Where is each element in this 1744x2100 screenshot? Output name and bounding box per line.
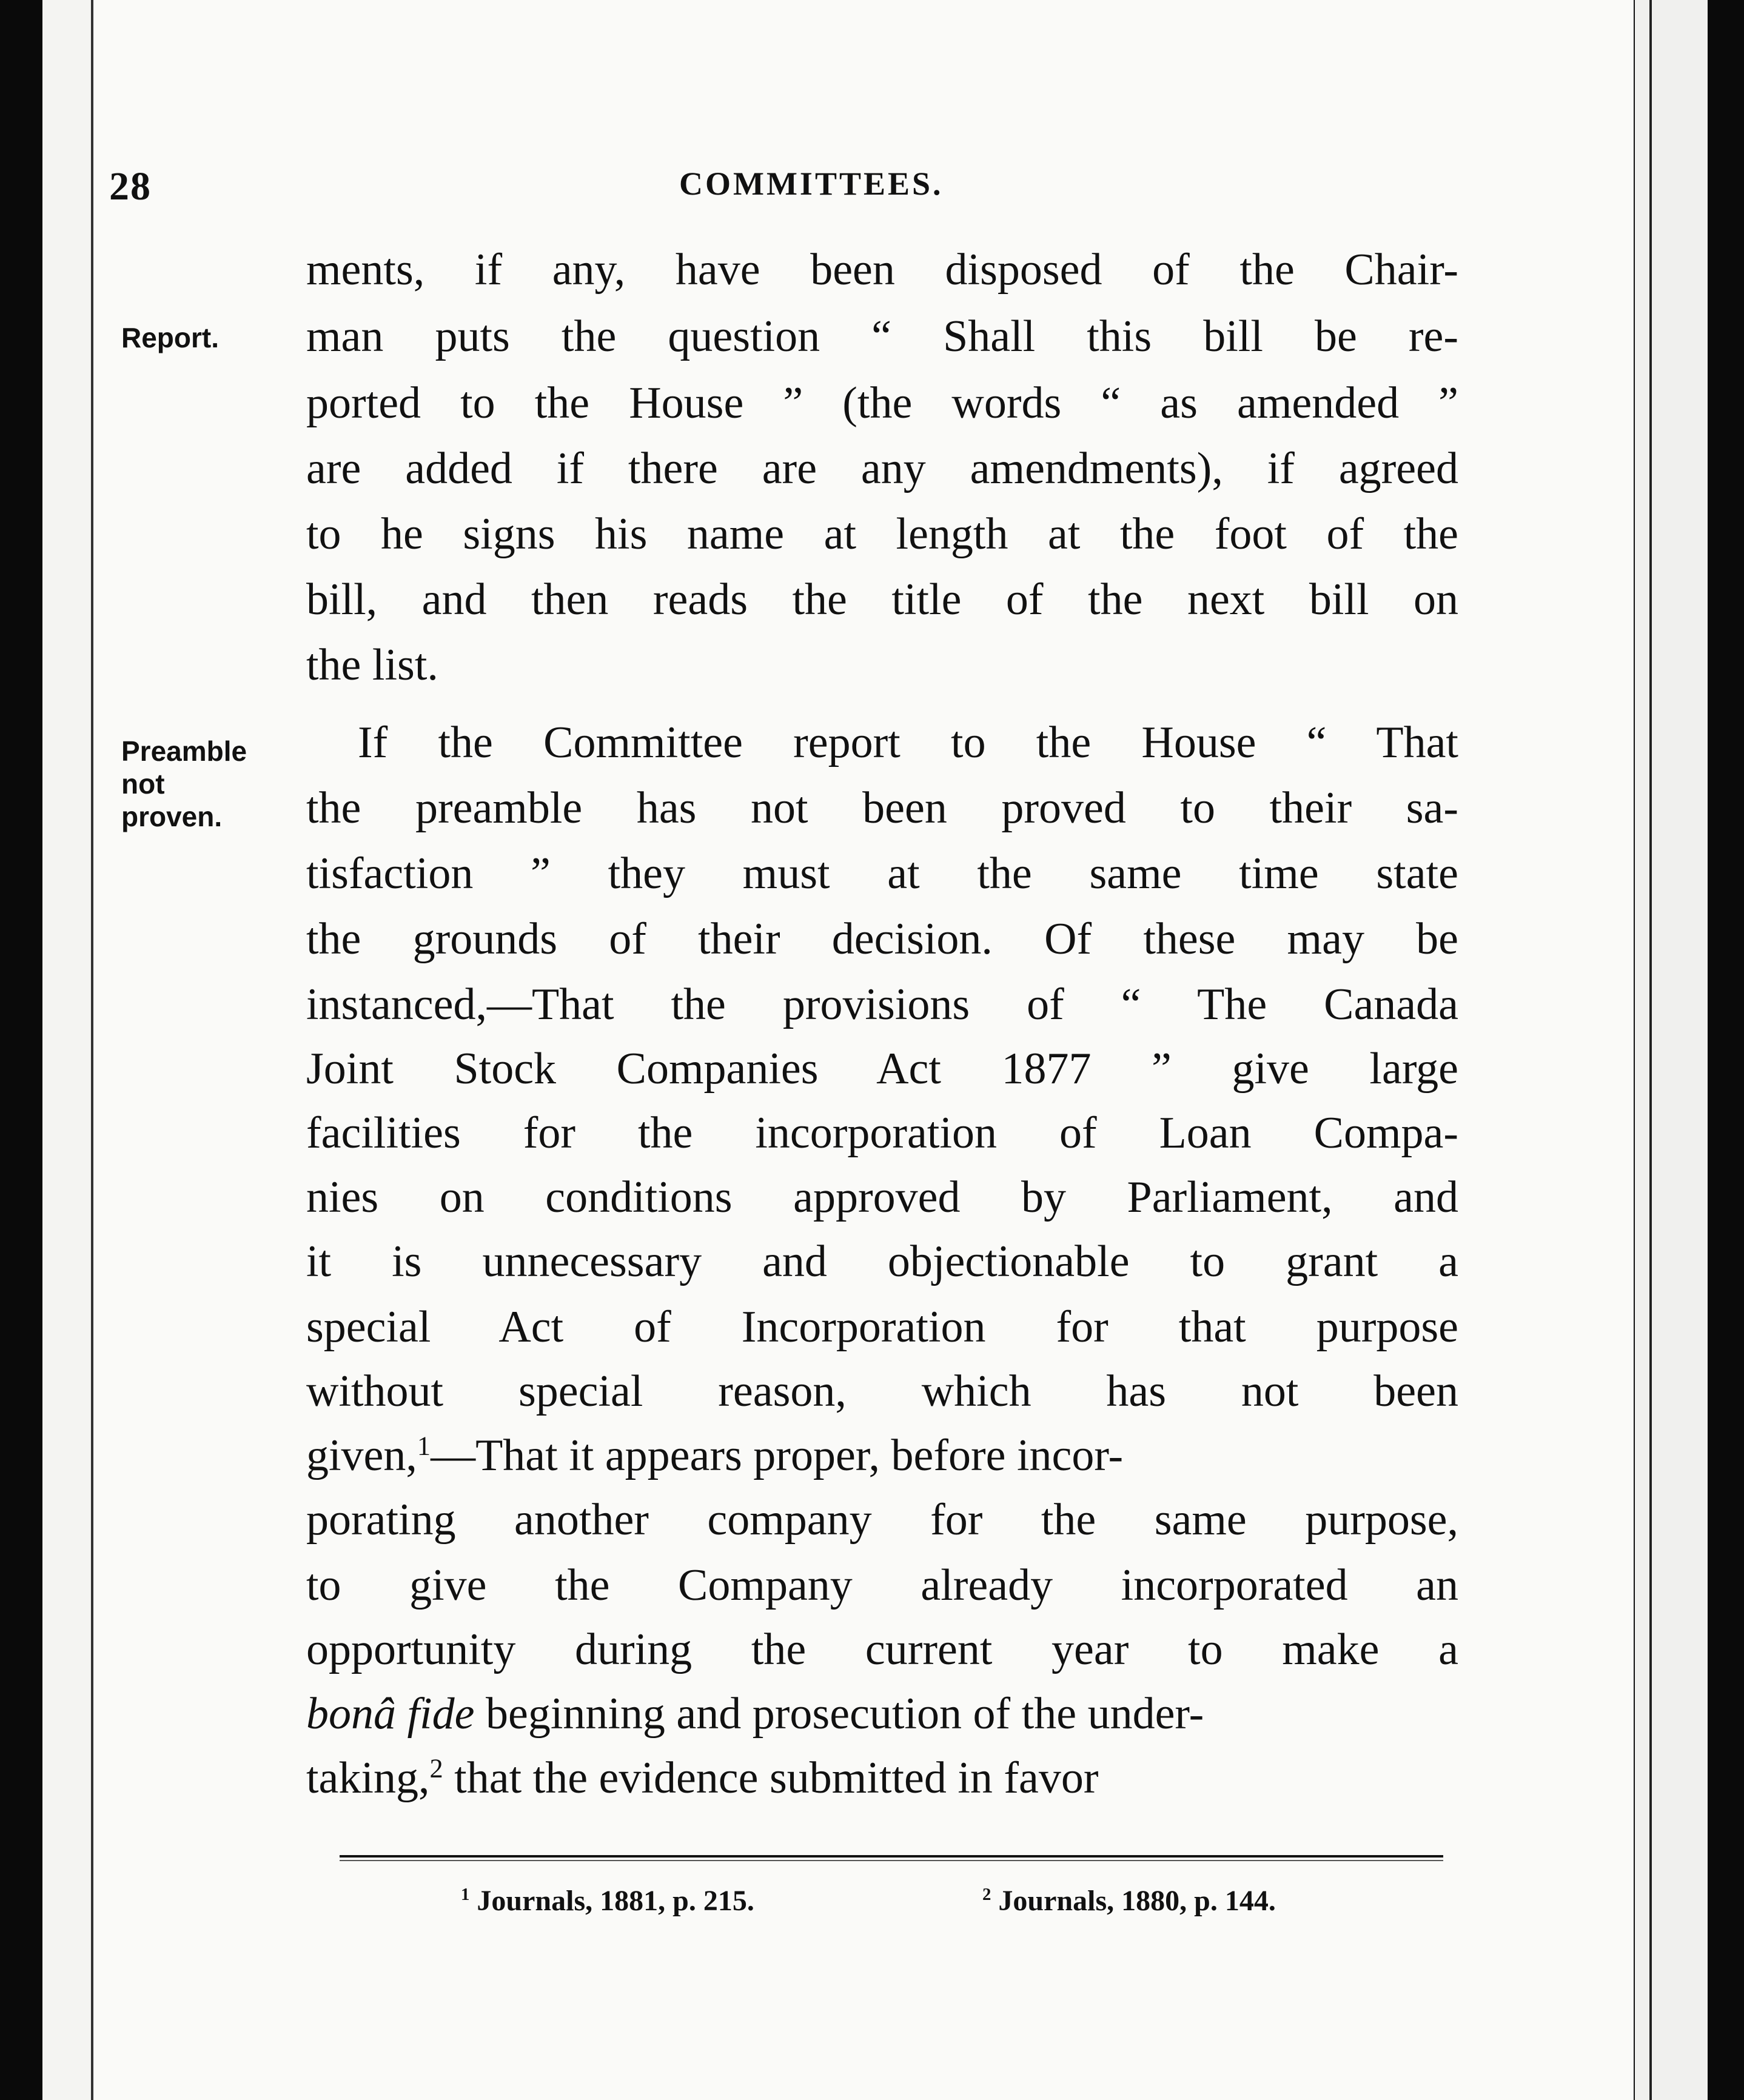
binding-edge-line	[1649, 0, 1652, 2100]
body-line: it is unnecessary and objectionable to grant a	[306, 1237, 1458, 1286]
body-text-run: given,	[306, 1431, 417, 1480]
body-text-run: taking,	[306, 1753, 430, 1803]
body-line: Joint Stock Companies Act 1877 ” give large	[306, 1044, 1458, 1094]
footnote-rule	[340, 1860, 1443, 1861]
margin-note-line: Preamble	[121, 735, 247, 767]
footnote-2	[982, 1884, 1276, 1918]
body-line	[306, 1687, 1458, 1741]
margin-note-line: not	[121, 768, 165, 800]
page-number: 28	[109, 164, 152, 209]
body-line: to give the Company already incorporated an	[306, 1560, 1458, 1610]
body-line: without special reason, which has not been	[306, 1366, 1458, 1416]
body-line: ported to the House ” (the words “ as amended ”	[306, 378, 1458, 428]
body-text-run: beginning and prosecution of the under-	[474, 1689, 1204, 1739]
body-text-italic: bonâ fide	[306, 1689, 475, 1739]
margin-note-preamble	[121, 735, 247, 833]
footnote-mark: 2	[982, 1885, 991, 1904]
footnote-ref: 1	[417, 1430, 431, 1461]
body-line: nies on conditions approved by Parliament, and	[306, 1172, 1458, 1222]
footnote-mark: 1	[461, 1885, 470, 1904]
body-line: opportunity during the current year to make a	[306, 1625, 1458, 1674]
body-line: the list.	[306, 640, 438, 690]
body-line: If the Committee report to the House “ That	[358, 718, 1458, 767]
footnote-text: Journals, 1881, p. 215.	[469, 1885, 754, 1917]
body-line	[306, 1751, 1458, 1805]
body-line: are added if there are any amendments), if agreed	[306, 444, 1458, 493]
footnote-text: Journals, 1880, p. 144.	[991, 1885, 1276, 1917]
body-line: tisfaction ” they must at the same time state	[306, 849, 1458, 898]
footnote-rule	[340, 1855, 1443, 1858]
body-line: bill, and then reads the title of the next bill on	[306, 575, 1458, 624]
body-line: the preamble has not been proved to their sa-	[306, 783, 1458, 833]
binding-edge	[1631, 0, 1708, 2100]
body-line: porating another company for the same purpose,	[306, 1495, 1458, 1545]
body-line: facilities for the incorporation of Loan Compa-	[306, 1108, 1458, 1158]
margin-note-report: Report.	[121, 322, 219, 353]
margin-note-line: proven.	[121, 801, 223, 832]
body-line: the grounds of their decision. Of these may be	[306, 914, 1458, 964]
body-text-run: —That it appears proper, before incor-	[431, 1431, 1124, 1480]
footnote-1	[461, 1884, 754, 1918]
body-line: instanced,—That the provisions of “ The Canada	[306, 980, 1458, 1029]
running-head: COMMITTEES.	[679, 166, 944, 202]
body-line: man puts the question “ Shall this bill be re-	[306, 312, 1458, 361]
body-line: ments, if any, have been disposed of the Chair-	[306, 245, 1458, 295]
body-line: to he signs his name at length at the foot of the	[306, 509, 1458, 559]
body-line: special Act of Incorporation for that purpose	[306, 1302, 1458, 1352]
body-line	[306, 1428, 1458, 1483]
body-text-run: that the evidence submitted in favor	[443, 1753, 1099, 1803]
footnote-ref: 2	[429, 1753, 443, 1784]
